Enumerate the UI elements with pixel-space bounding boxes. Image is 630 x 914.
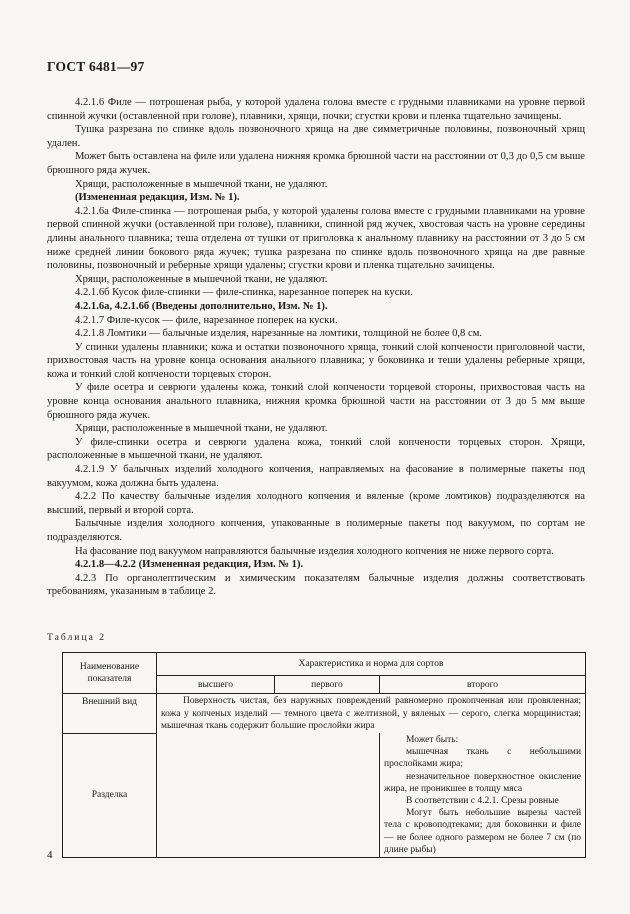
paragraph: Может быть оставлена на филе или удалена нижняя кромка брюшной части на расстоянии от 0,3 до 0,5 см выше брюшного ряда жучек. [47, 151, 585, 176]
paragraph: 4.2.1.8 Ломтики — балычные изделия, нарезанные на ломтики, толщиной не более 0,8 см. [75, 328, 483, 340]
row-value-appearance: Поверхность чистая, без наружных повреждений равномерно прокопченная или провяленная; кожа у копченых изделий — темного цвета с желтизной, у вяленых — серого, слегка морщинистая; мышечная ткань содержит большие прослойки жира [161, 696, 582, 731]
page-number: 4 [47, 849, 53, 861]
header-grade-first: первого [275, 676, 380, 694]
paragraph: У спинки удалены плавники; кожа и остатки позвоночного хряща, тонкий слой копчености приголовной части, прихвостовая часть на уровне конца основания анального плавника; у боковинка и теши удалены реберные хрящи, кожа и тонкий слой копчености торцевых сторон. [47, 341, 585, 380]
paragraph: Хрящи, расположенные в мышечной ткани, не удаляют. [75, 423, 328, 435]
document-body [47, 96, 585, 599]
table-caption: Таблица 2 [47, 632, 107, 643]
cutting-line-2: мышечная ткань с небольшими прослойками жира; [384, 747, 582, 770]
cutting-line-1: Может быть: [406, 735, 459, 746]
paragraph: 4.2.1.6а, 4.2.1.6б (Введены дополнительно, Изм. № 1). [75, 300, 328, 312]
header-indicator: Наименование показателя [63, 653, 157, 694]
paragraph: 4.2.1.9 У балычных изделий холодного копчения, направляемых на фасование в полимерные пакеты под вакуумом, кожа должна быть удалена. [47, 464, 585, 489]
paragraph: 4.2.1.7 Филе-кусок — филе, нарезанное поперек на куски. [75, 314, 338, 326]
header-characteristics: Характеристика и норма для сортов [157, 653, 586, 676]
table-row [63, 733, 586, 858]
paragraph: 4.2.3 По органолептическим и химическим показателям балычные изделия должны соответствовать требованиям, указанным в таблице 2. [47, 572, 585, 598]
paragraph: 4.2.1.6 Филе — потрошеная рыба, у которой удалена голова вместе с грудными плавниками на уровне первой спинной жучки (оставленной при голове), плавники, хрящи, почки; сгустки крови и пленка тщательно зачищены. [47, 97, 585, 122]
paragraph: Хрящи, расположенные в мышечной ткани, не удаляют. [75, 273, 328, 285]
paragraph: Хрящи, расположенные в мышечной ткани, не удаляют. [75, 178, 328, 190]
cutting-line-5: Могут быть небольшие вырезы частей тела с кровоподтеками; для боковинки и филе — не более одного размером не более 7 см (по длине рыбы) [384, 808, 582, 855]
paragraph: На фасование под вакуумом направляются балычные изделия холодного копчения не ниже первого сорта. [75, 545, 554, 557]
row-name-cutting: Разделка [63, 733, 157, 858]
paragraph: 4.2.1.6а Филе-спинка — потрошеная рыба, у которой удалены голова вместе с грудными плавниками на уровне первой спинной жучки (оставленной при голове), плавники, спинной ряд жучек, хвостовая часть на уровне середины длины анального плавника; теша отделена от тушки от приголовка к анальному плавнику на расстоянии от 3 до 5 см ниже средней линии бокового ряда жучек; тушка разрезана по спинке вдоль позвоночного хряща на две равные половины, позвоночный и реберные хрящи удалены; сгустки крови и пленка тщательно зачищены. [47, 205, 585, 272]
header-grade-highest: высшего [157, 676, 275, 694]
row-name-appearance: Внешний вид [63, 694, 157, 733]
document-header: ГОСТ 6481—97 [47, 59, 145, 74]
table-2 [62, 652, 585, 855]
paragraph: Балычные изделия холодного копчения, упакованные в полимерные пакеты под вакуумом, по сортам не подразделяются. [47, 518, 585, 543]
cutting-line-3: незначительное поверхностное окисление жира, не проникшее в толщу мяса [384, 771, 582, 794]
header-grade-second: второго [380, 676, 586, 694]
paragraph: 4.2.1.8—4.2.2 (Измененная редакция, Изм. № 1). [75, 559, 304, 571]
paragraph: Тушка разрезана по спинке вдоль позвоночного хряща на две симметричные половины, позвоночный хрящ удален. [47, 124, 585, 149]
paragraph: У филе осетра и севрюги удалены кожа, тонкий слой копчености торцевой стороны, прихвостовая часть на уровне конца основания анального плавника, нижняя кромка брюшной части на расстоянии от 3 до 5 мм выше брюшного ряда жучек. [47, 382, 585, 421]
paragraph: (Измененная редакция, Изм. № 1). [75, 192, 240, 204]
cutting-line-4: В соответствии с 4.2.1. Срезы ровные [406, 796, 559, 807]
paragraph: 4.2.2 По качеству балычные изделия холодного копчения и вяленые (кроме ломтиков) подразделяются на высший, первый и второй сорта. [47, 491, 585, 516]
paragraph: У филе-спинки осетра и севрюги удалена кожа, тонкий слой копчености торцевых сторон. Хрящи, расположенные в мышечной ткани, не удаляют. [47, 436, 585, 462]
table-row [63, 694, 586, 733]
paragraph: 4.2.1.6б Кусок филе-спинки — филе-спинка, нарезанное поперек на куски. [75, 287, 413, 299]
